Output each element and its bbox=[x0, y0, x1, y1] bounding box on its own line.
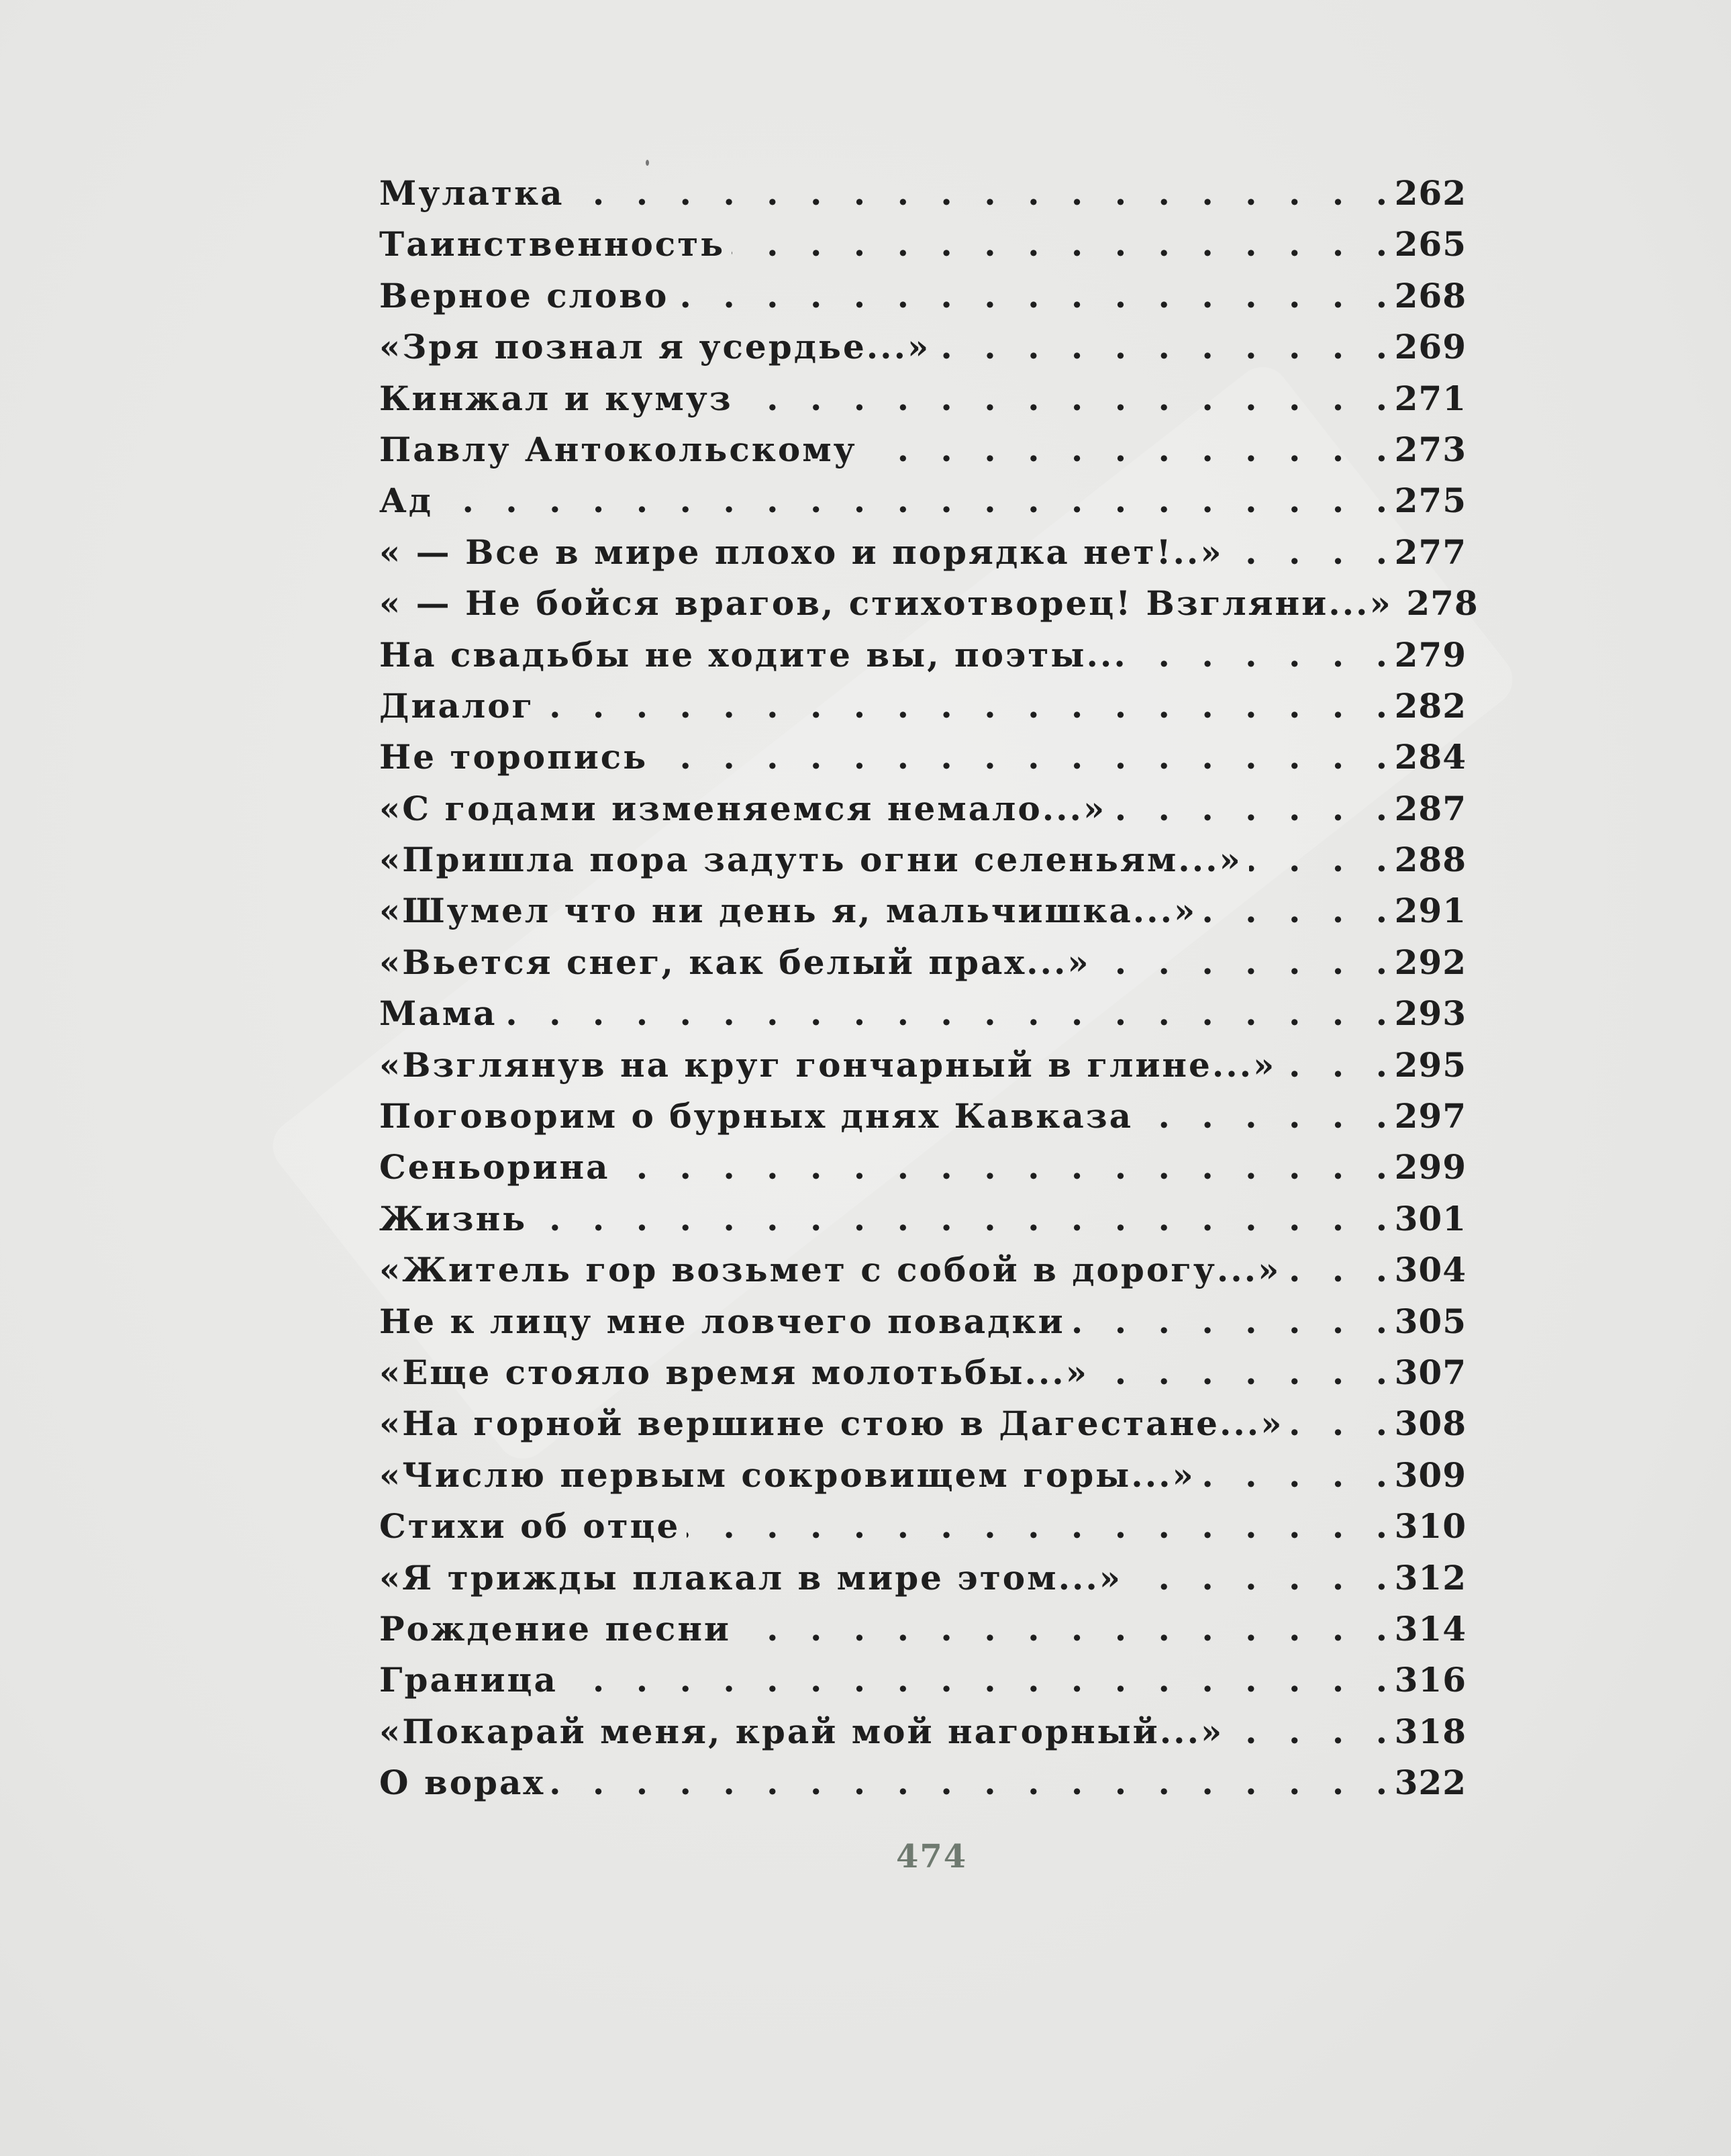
dot-leader bbox=[732, 224, 1387, 264]
dot-leader bbox=[1095, 1353, 1387, 1392]
toc-entry-page: 279 bbox=[1394, 634, 1467, 675]
toc-entry-title: Павлу Антокольскому bbox=[379, 429, 857, 469]
toc-entry-page: 316 bbox=[1394, 1660, 1467, 1700]
toc-entry bbox=[379, 737, 1467, 788]
toc-entry-page: 291 bbox=[1394, 891, 1467, 931]
toc-entry-page: 277 bbox=[1394, 532, 1467, 572]
dot-leader bbox=[1072, 1302, 1387, 1341]
toc-entry-title: «Зря познал я усердье...» bbox=[379, 327, 931, 367]
toc-entry-page: 297 bbox=[1394, 1096, 1467, 1136]
toc-entry bbox=[379, 1404, 1467, 1455]
toc-entry bbox=[379, 635, 1467, 686]
dot-leader bbox=[1230, 532, 1387, 572]
dot-leader bbox=[1249, 840, 1387, 879]
toc-entry bbox=[379, 891, 1467, 942]
toc-entry-title: «Житель гор возьмет с собой в дорогу...» bbox=[379, 1250, 1281, 1290]
dot-leader bbox=[937, 327, 1387, 366]
toc-entry-title: Верное слово bbox=[379, 275, 669, 315]
dot-leader bbox=[738, 1609, 1387, 1649]
toc-entry bbox=[379, 481, 1467, 532]
toc-entry-page: 308 bbox=[1394, 1404, 1467, 1444]
toc-entry-title: Не торопись bbox=[379, 737, 648, 777]
dot-leader bbox=[1129, 1558, 1387, 1598]
toc-entry-page: 301 bbox=[1394, 1198, 1467, 1238]
toc-entry-title: Не к лицу мне ловчего повадки bbox=[379, 1301, 1065, 1341]
toc-entry-page: 284 bbox=[1394, 737, 1467, 777]
toc-entry-title: Жизнь bbox=[379, 1198, 528, 1238]
dot-leader bbox=[1287, 1250, 1387, 1289]
dot-leader bbox=[1134, 635, 1387, 675]
toc-entry-page: 318 bbox=[1394, 1711, 1467, 1751]
toc-entry bbox=[379, 224, 1467, 275]
toc-entry bbox=[379, 1045, 1467, 1096]
toc-entry bbox=[379, 327, 1467, 378]
toc-entry-title: «С годами изменяемся немало...» bbox=[379, 788, 1107, 828]
dot-leader bbox=[1283, 1045, 1387, 1085]
dot-leader bbox=[1230, 1712, 1387, 1751]
toc-entry-page: 262 bbox=[1394, 173, 1467, 213]
toc-entry-title: Мулатка bbox=[379, 173, 564, 213]
dot-leader bbox=[654, 737, 1387, 777]
toc-entry-page: 273 bbox=[1394, 429, 1467, 469]
toc-entry-title: Стихи об отце bbox=[379, 1506, 681, 1547]
dot-leader bbox=[1140, 1096, 1387, 1136]
toc-entry-title: О ворах bbox=[379, 1763, 546, 1803]
toc-entry-page: 288 bbox=[1394, 840, 1467, 880]
dot-leader bbox=[504, 993, 1387, 1033]
toc-entry-page: 295 bbox=[1394, 1044, 1467, 1085]
ink-speck bbox=[646, 160, 649, 166]
toc-entry-title: «Пришла пора задуть огни селеньям...» bbox=[379, 840, 1242, 880]
toc-entry-title: «На горной вершине стою в Дагестане...» bbox=[379, 1404, 1284, 1444]
dot-leader bbox=[740, 379, 1387, 418]
toc-entry-title: « — Не бойся врагов, стихотворец! Взгляни...» bbox=[379, 583, 1393, 624]
dot-leader bbox=[617, 1147, 1387, 1187]
toc-entry bbox=[379, 1609, 1467, 1660]
toc-entry bbox=[379, 1506, 1467, 1557]
dot-leader bbox=[1113, 789, 1387, 828]
toc-entry bbox=[379, 532, 1467, 583]
toc-entry-title: Поговорим о бурных днях Кавказа bbox=[379, 1096, 1134, 1136]
toc-entry-page: 292 bbox=[1394, 942, 1467, 982]
toc-entry bbox=[379, 993, 1467, 1044]
toc-entry-title: Граница bbox=[379, 1660, 558, 1700]
toc-entry-title: Ад bbox=[379, 481, 434, 521]
toc-entry bbox=[379, 1763, 1467, 1814]
toc-entry-page: 293 bbox=[1394, 993, 1467, 1034]
dot-leader bbox=[1202, 1455, 1387, 1495]
toc-entry-title: Таинственность bbox=[379, 224, 726, 264]
toc-entry-page: 322 bbox=[1394, 1763, 1467, 1803]
toc-entry-page: 278 bbox=[1406, 583, 1479, 624]
toc-entry bbox=[379, 430, 1467, 481]
page-number: 474 bbox=[896, 1838, 968, 1875]
toc-entry-title: Мама bbox=[379, 993, 497, 1034]
toc-entry bbox=[379, 1302, 1467, 1353]
toc-entry bbox=[379, 1660, 1467, 1711]
toc-entry bbox=[379, 276, 1467, 327]
toc-entry bbox=[379, 1147, 1467, 1198]
toc-entry bbox=[379, 686, 1467, 737]
dot-leader bbox=[534, 1199, 1387, 1238]
toc-entry-title: « — Все в мире плохо и порядка нет!..» bbox=[379, 532, 1224, 572]
dot-leader bbox=[564, 1660, 1387, 1700]
toc-entry-title: «Числю первым сокровищем горы...» bbox=[379, 1455, 1195, 1495]
toc-entry bbox=[379, 1199, 1467, 1250]
toc-entry-title: «Покарай меня, край мой нагорный...» bbox=[379, 1711, 1224, 1751]
toc-entry-title: Кинжал и кумуз bbox=[379, 378, 733, 418]
toc-entry bbox=[379, 173, 1467, 224]
dot-leader bbox=[1203, 891, 1387, 930]
toc-entry-page: 287 bbox=[1394, 788, 1467, 828]
dot-leader bbox=[552, 1763, 1387, 1802]
toc-entry bbox=[379, 583, 1479, 634]
dot-leader bbox=[571, 173, 1388, 213]
toc-entry-title: Диалог bbox=[379, 685, 535, 726]
toc-entry-page: 268 bbox=[1394, 275, 1467, 315]
toc-entry bbox=[379, 789, 1467, 840]
dot-leader bbox=[864, 430, 1387, 469]
table-of-contents bbox=[379, 173, 1479, 1814]
toc-entry-page: 282 bbox=[1394, 685, 1467, 726]
toc-entry-page: 307 bbox=[1394, 1352, 1467, 1392]
toc-entry-page: 271 bbox=[1394, 378, 1467, 418]
toc-entry bbox=[379, 1712, 1467, 1763]
toc-entry-page: 312 bbox=[1394, 1557, 1467, 1598]
toc-entry bbox=[379, 379, 1467, 430]
toc-entry-title: «Шумел что ни день я, мальчишка...» bbox=[379, 891, 1197, 931]
toc-entry-page: 275 bbox=[1394, 481, 1467, 521]
toc-entry-page: 309 bbox=[1394, 1455, 1467, 1495]
toc-entry bbox=[379, 1353, 1467, 1404]
toc-entry bbox=[379, 840, 1467, 891]
dot-leader bbox=[1097, 942, 1387, 982]
toc-entry-page: 299 bbox=[1394, 1147, 1467, 1187]
dot-leader bbox=[687, 1506, 1387, 1546]
toc-entry bbox=[379, 942, 1467, 993]
toc-entry-page: 314 bbox=[1394, 1608, 1467, 1649]
toc-entry-title: Сеньорина bbox=[379, 1147, 610, 1187]
toc-entry-title: «Вьется снег, как белый прах...» bbox=[379, 942, 1091, 982]
toc-entry-page: 304 bbox=[1394, 1250, 1467, 1290]
toc-entry-title: Рождение песни bbox=[379, 1608, 732, 1649]
toc-entry-title: «Я трижды плакал в мире этом...» bbox=[379, 1557, 1123, 1598]
dot-leader bbox=[1290, 1404, 1387, 1443]
toc-entry-title: На свадьбы не ходите вы, поэты... bbox=[379, 634, 1128, 675]
toc-entry bbox=[379, 1096, 1467, 1147]
toc-entry-page: 265 bbox=[1394, 224, 1467, 264]
dot-leader bbox=[541, 686, 1387, 726]
toc-entry-title: «Еще стояло время молотьбы...» bbox=[379, 1352, 1089, 1392]
dot-leader bbox=[675, 276, 1387, 315]
toc-entry bbox=[379, 1455, 1467, 1506]
toc-entry-page: 305 bbox=[1394, 1301, 1467, 1341]
toc-entry-page: 310 bbox=[1394, 1506, 1467, 1547]
toc-entry-title: «Взглянув на круг гончарный в глине...» bbox=[379, 1044, 1277, 1085]
toc-entry bbox=[379, 1250, 1467, 1301]
toc-entry-page: 269 bbox=[1394, 327, 1467, 367]
dot-leader bbox=[440, 481, 1387, 520]
toc-entry bbox=[379, 1558, 1467, 1609]
